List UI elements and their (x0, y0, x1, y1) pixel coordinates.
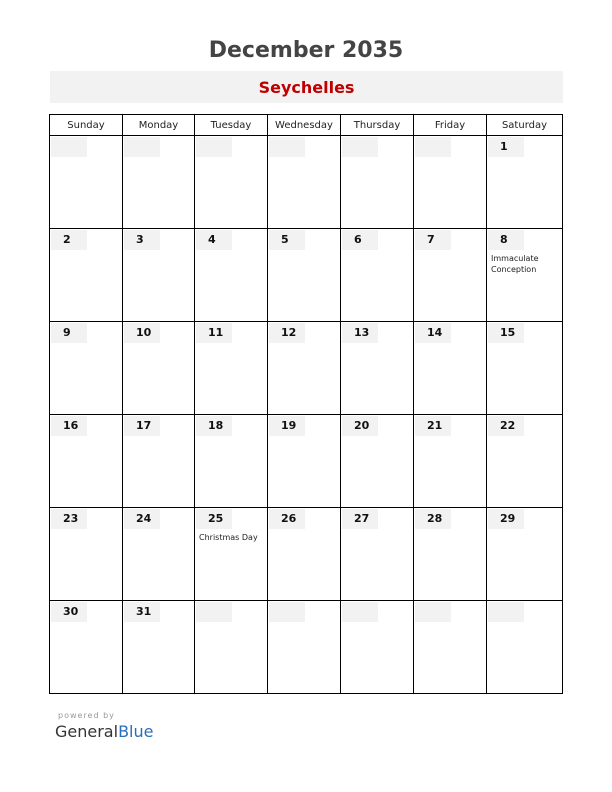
day-number: 7 (415, 230, 451, 250)
day-cell (268, 508, 341, 601)
day-number: 22 (488, 416, 524, 436)
page-title: December 2035 (208, 38, 404, 63)
day-number: 15 (488, 323, 524, 343)
week-row (50, 136, 563, 229)
day-cell (268, 415, 341, 508)
weekday-header: Friday (414, 115, 487, 136)
day-number: 3 (124, 230, 160, 250)
day-cell (50, 601, 123, 694)
day-cell (414, 601, 487, 694)
day-number: 2 (51, 230, 87, 250)
day-cell (50, 322, 123, 415)
week-row (50, 322, 563, 415)
day-number: 29 (488, 509, 524, 529)
weekday-header: Wednesday (268, 115, 341, 136)
day-cell (195, 601, 268, 694)
day-cell (341, 415, 414, 508)
country-name: Seychelles (258, 78, 355, 97)
day-cell (414, 322, 487, 415)
day-cell (195, 508, 268, 601)
day-cell (341, 229, 414, 322)
brand-blue: Blue (118, 722, 154, 741)
day-number (196, 137, 232, 157)
day-number: 17 (124, 416, 160, 436)
day-number: 23 (51, 509, 87, 529)
week-row (50, 415, 563, 508)
day-number: 31 (124, 602, 160, 622)
day-number: 24 (124, 509, 160, 529)
day-cell (414, 508, 487, 601)
day-number (269, 602, 305, 622)
day-cell (414, 136, 487, 229)
day-cell (123, 229, 195, 322)
day-cell (268, 229, 341, 322)
day-cell (414, 229, 487, 322)
day-cell (123, 601, 195, 694)
day-number (51, 137, 87, 157)
day-number (269, 137, 305, 157)
day-number: 18 (196, 416, 232, 436)
day-number: 21 (415, 416, 451, 436)
day-cell (123, 415, 195, 508)
day-cell (50, 415, 123, 508)
day-number: 30 (51, 602, 87, 622)
day-cell (195, 322, 268, 415)
calendar-grid (49, 114, 563, 694)
day-cell (123, 508, 195, 601)
day-number: 20 (342, 416, 378, 436)
day-cell (50, 229, 123, 322)
day-number: 11 (196, 323, 232, 343)
day-cell (50, 136, 123, 229)
day-number (342, 602, 378, 622)
day-number: 8 (488, 230, 524, 250)
day-cell (487, 601, 563, 694)
day-number (196, 602, 232, 622)
week-row (50, 508, 563, 601)
day-cell (123, 136, 195, 229)
day-number (415, 137, 451, 157)
powered-by-text: powered by (58, 711, 115, 720)
day-number (342, 137, 378, 157)
day-number: 10 (124, 323, 160, 343)
day-number: 14 (415, 323, 451, 343)
day-cell (341, 322, 414, 415)
day-cell (268, 136, 341, 229)
day-number: 28 (415, 509, 451, 529)
week-row (50, 229, 563, 322)
day-number (124, 137, 160, 157)
day-cell (341, 508, 414, 601)
day-number: 13 (342, 323, 378, 343)
day-cell (195, 415, 268, 508)
day-number (488, 602, 524, 622)
week-row (50, 601, 563, 694)
holiday-label: Christmas Day (199, 533, 258, 542)
day-number: 4 (196, 230, 232, 250)
day-cell (487, 415, 563, 508)
day-number: 26 (269, 509, 305, 529)
day-cell (195, 136, 268, 229)
day-number: 1 (488, 137, 524, 157)
day-number: 16 (51, 416, 87, 436)
country-banner (50, 71, 563, 103)
day-cell (414, 415, 487, 508)
day-cell (268, 601, 341, 694)
day-number: 25 (196, 509, 232, 529)
day-cell (341, 601, 414, 694)
weekday-header: Monday (123, 115, 195, 136)
day-cell (268, 322, 341, 415)
day-cell (123, 322, 195, 415)
day-cell (487, 229, 563, 322)
day-number: 9 (51, 323, 87, 343)
day-number: 19 (269, 416, 305, 436)
day-number: 6 (342, 230, 378, 250)
day-cell (341, 136, 414, 229)
holiday-label: Immaculate Conception (491, 254, 539, 274)
day-number: 5 (269, 230, 305, 250)
weekday-header: Tuesday (195, 115, 268, 136)
day-cell (195, 229, 268, 322)
day-cell (487, 322, 563, 415)
generalblue-logo[interactable] (55, 722, 153, 741)
weekday-header: Sunday (50, 115, 123, 136)
day-number (415, 602, 451, 622)
weekday-header: Thursday (341, 115, 414, 136)
weekday-header-row (50, 115, 563, 136)
day-cell (487, 136, 563, 229)
weekday-header: Saturday (487, 115, 563, 136)
brand-general: General (55, 722, 119, 741)
day-cell (487, 508, 563, 601)
day-number: 27 (342, 509, 378, 529)
day-cell (50, 508, 123, 601)
day-number: 12 (269, 323, 305, 343)
